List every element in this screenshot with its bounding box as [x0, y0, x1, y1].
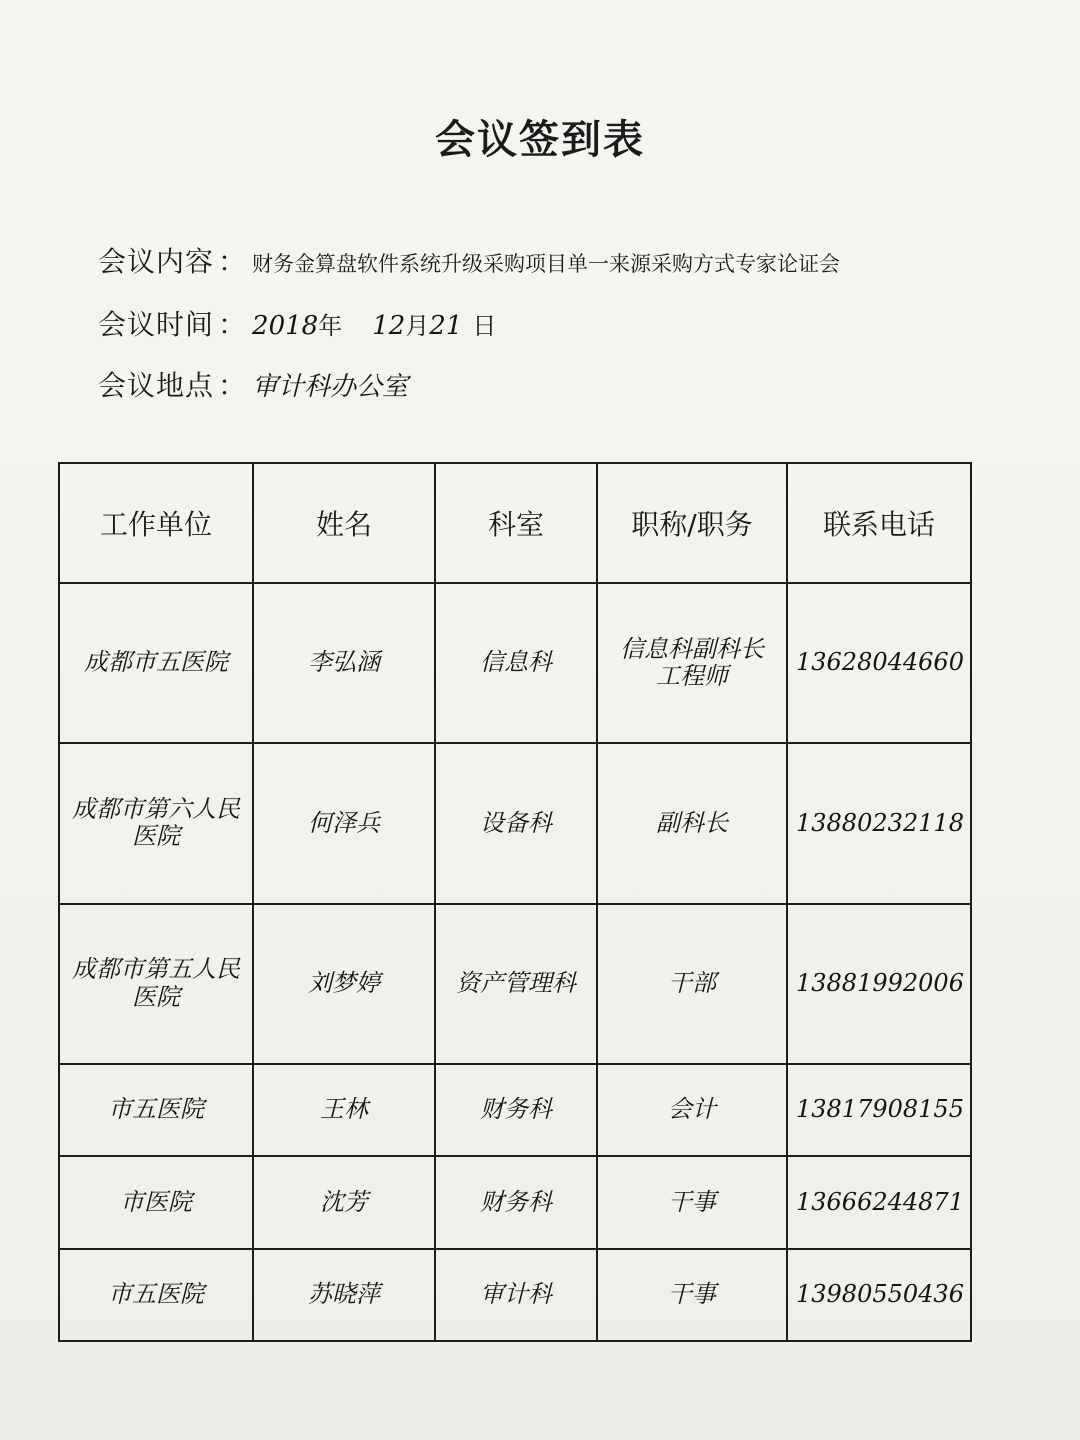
- cell-dept: 设备科: [435, 743, 597, 903]
- year-unit: 年: [318, 312, 343, 340]
- cell-title: 信息科副科长 工程师: [597, 583, 787, 743]
- meeting-place-label: 会议地点: [98, 369, 215, 402]
- cell-dept: 财务科: [435, 1156, 597, 1248]
- table-header-row: [59, 463, 971, 583]
- sign-in-table: [58, 462, 972, 1342]
- table-row: [59, 743, 971, 903]
- meeting-place-row: [98, 364, 408, 404]
- table-row: [59, 1156, 971, 1248]
- cell-name: 何泽兵: [253, 743, 435, 903]
- cell-title: 干事: [597, 1156, 787, 1248]
- cell-phone: 13628044660: [787, 583, 971, 743]
- table-row: [59, 904, 971, 1064]
- page-title: 会议签到表: [435, 117, 645, 163]
- cell-phone: 13817908155: [787, 1064, 971, 1156]
- cell-name: 王林: [253, 1064, 435, 1156]
- cell-unit: 成都市第六人民医院: [59, 743, 253, 903]
- month-unit: 月: [405, 312, 430, 340]
- meeting-content-row: [98, 240, 840, 280]
- cell-name: 刘梦婷: [253, 904, 435, 1064]
- cell-title: 干部: [597, 904, 787, 1064]
- table-row: [59, 583, 971, 743]
- header-unit: 工作单位: [59, 463, 253, 583]
- cell-unit: 市五医院: [59, 1249, 253, 1341]
- table-row: [59, 1249, 971, 1341]
- cell-dept: 资产管理科: [435, 904, 597, 1064]
- cell-dept: 财务科: [435, 1064, 597, 1156]
- sign-in-table-frame: [58, 462, 970, 1342]
- cell-phone: 13880232118: [787, 743, 971, 903]
- meeting-year: 2018: [252, 311, 319, 341]
- cell-dept: 审计科: [435, 1249, 597, 1341]
- cell-unit: 成都市第五人民医院: [59, 904, 253, 1064]
- meeting-month: 12: [372, 311, 406, 341]
- meeting-time-label: 会议时间: [98, 308, 215, 341]
- cell-phone: 13666244871: [787, 1156, 971, 1248]
- meeting-content-value: 财务金算盘软件系统升级采购项目单一来源采购方式专家论证会: [252, 252, 841, 276]
- cell-title: 会计: [597, 1064, 787, 1156]
- cell-unit: 成都市五医院: [59, 583, 253, 743]
- meeting-day: 21: [429, 311, 463, 341]
- cell-title: 干事: [597, 1249, 787, 1341]
- cell-name: 苏晓萍: [253, 1249, 435, 1341]
- header-dept: 科室: [435, 463, 597, 583]
- header-phone: 联系电话: [787, 463, 971, 583]
- header-name: 姓名: [253, 463, 435, 583]
- colon: ：: [218, 308, 247, 341]
- cell-name: 李弘涵: [253, 583, 435, 743]
- meeting-content-label: 会议内容: [98, 245, 215, 278]
- meeting-time-row: [98, 303, 496, 343]
- table-row: [59, 1064, 971, 1156]
- cell-unit: 市五医院: [59, 1064, 253, 1156]
- colon: ：: [218, 245, 247, 278]
- cell-phone: 13980550436: [787, 1249, 971, 1341]
- cell-name: 沈芳: [253, 1156, 435, 1248]
- meeting-place-value: 审计科办公室: [252, 372, 409, 402]
- cell-title: 副科长: [597, 743, 787, 903]
- colon: ：: [218, 369, 247, 402]
- cell-phone: 13881992006: [787, 904, 971, 1064]
- cell-dept: 信息科: [435, 583, 597, 743]
- day-unit: 日: [472, 312, 497, 340]
- header-title: 职称/职务: [597, 463, 787, 583]
- cell-unit: 市医院: [59, 1156, 253, 1248]
